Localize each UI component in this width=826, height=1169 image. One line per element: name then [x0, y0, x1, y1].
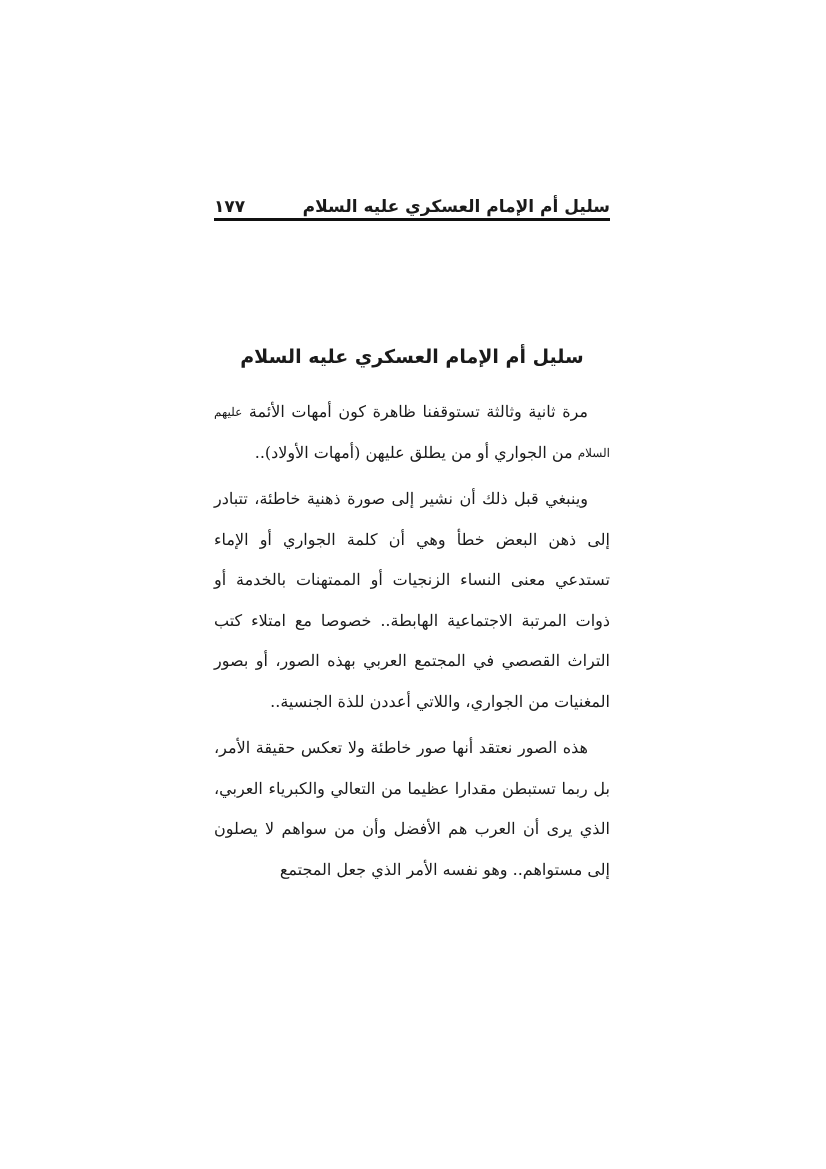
paragraph-1 — [214, 392, 610, 473]
header-rule — [214, 218, 610, 221]
paragraph-1-text-after: من الجواري أو من يطلق عليهن (أمهات الأولاد).. — [254, 442, 573, 462]
section-heading: سليل أم الإمام العسكري عليه السلام — [240, 346, 584, 368]
paragraph-2: وينبغي قبل ذلك أن نشير إلى صورة ذهنية خاطئة، تتبادر إلى ذهن البعض خطأ وهي أن كلمة الجواري أو الإماء تستدعي معنى النساء الزنجيات أو الممتهنات بالخدمة أو ذوات المرتبة الاجتماعية الهابطة.. خصوصا مع امتلاء كتب التراث القصصي في المجتمع العربي بهذه الصور، أو بصور المغنيات من الجواري، واللاتي أعددن للذة الجنسية.. — [214, 489, 610, 711]
paragraph-1-text: مرة ثانية وثالثة تستوقفنا ظاهرة كون أمهات الأئمة — [248, 402, 588, 421]
body-text — [214, 392, 610, 896]
page-number: ١٧٧ — [214, 197, 246, 217]
honorific-mark: عليهم السلام — [214, 405, 610, 460]
running-title: سليل أم الإمام العسكري عليه السلام — [302, 197, 610, 217]
paragraph-3: هذه الصور نعتقد أنها صور خاطئة ولا تعكس حقيقة الأمر، بل ربما تستبطن مقدارا عظيما من التعالي والكبرياء العربي، الذي يرى أن العرب هم الأفضل وأن من سواهم لا يصلون إلى مستواهم.. وهو نفسه الأمر الذي جعل المجتمع — [214, 738, 610, 879]
